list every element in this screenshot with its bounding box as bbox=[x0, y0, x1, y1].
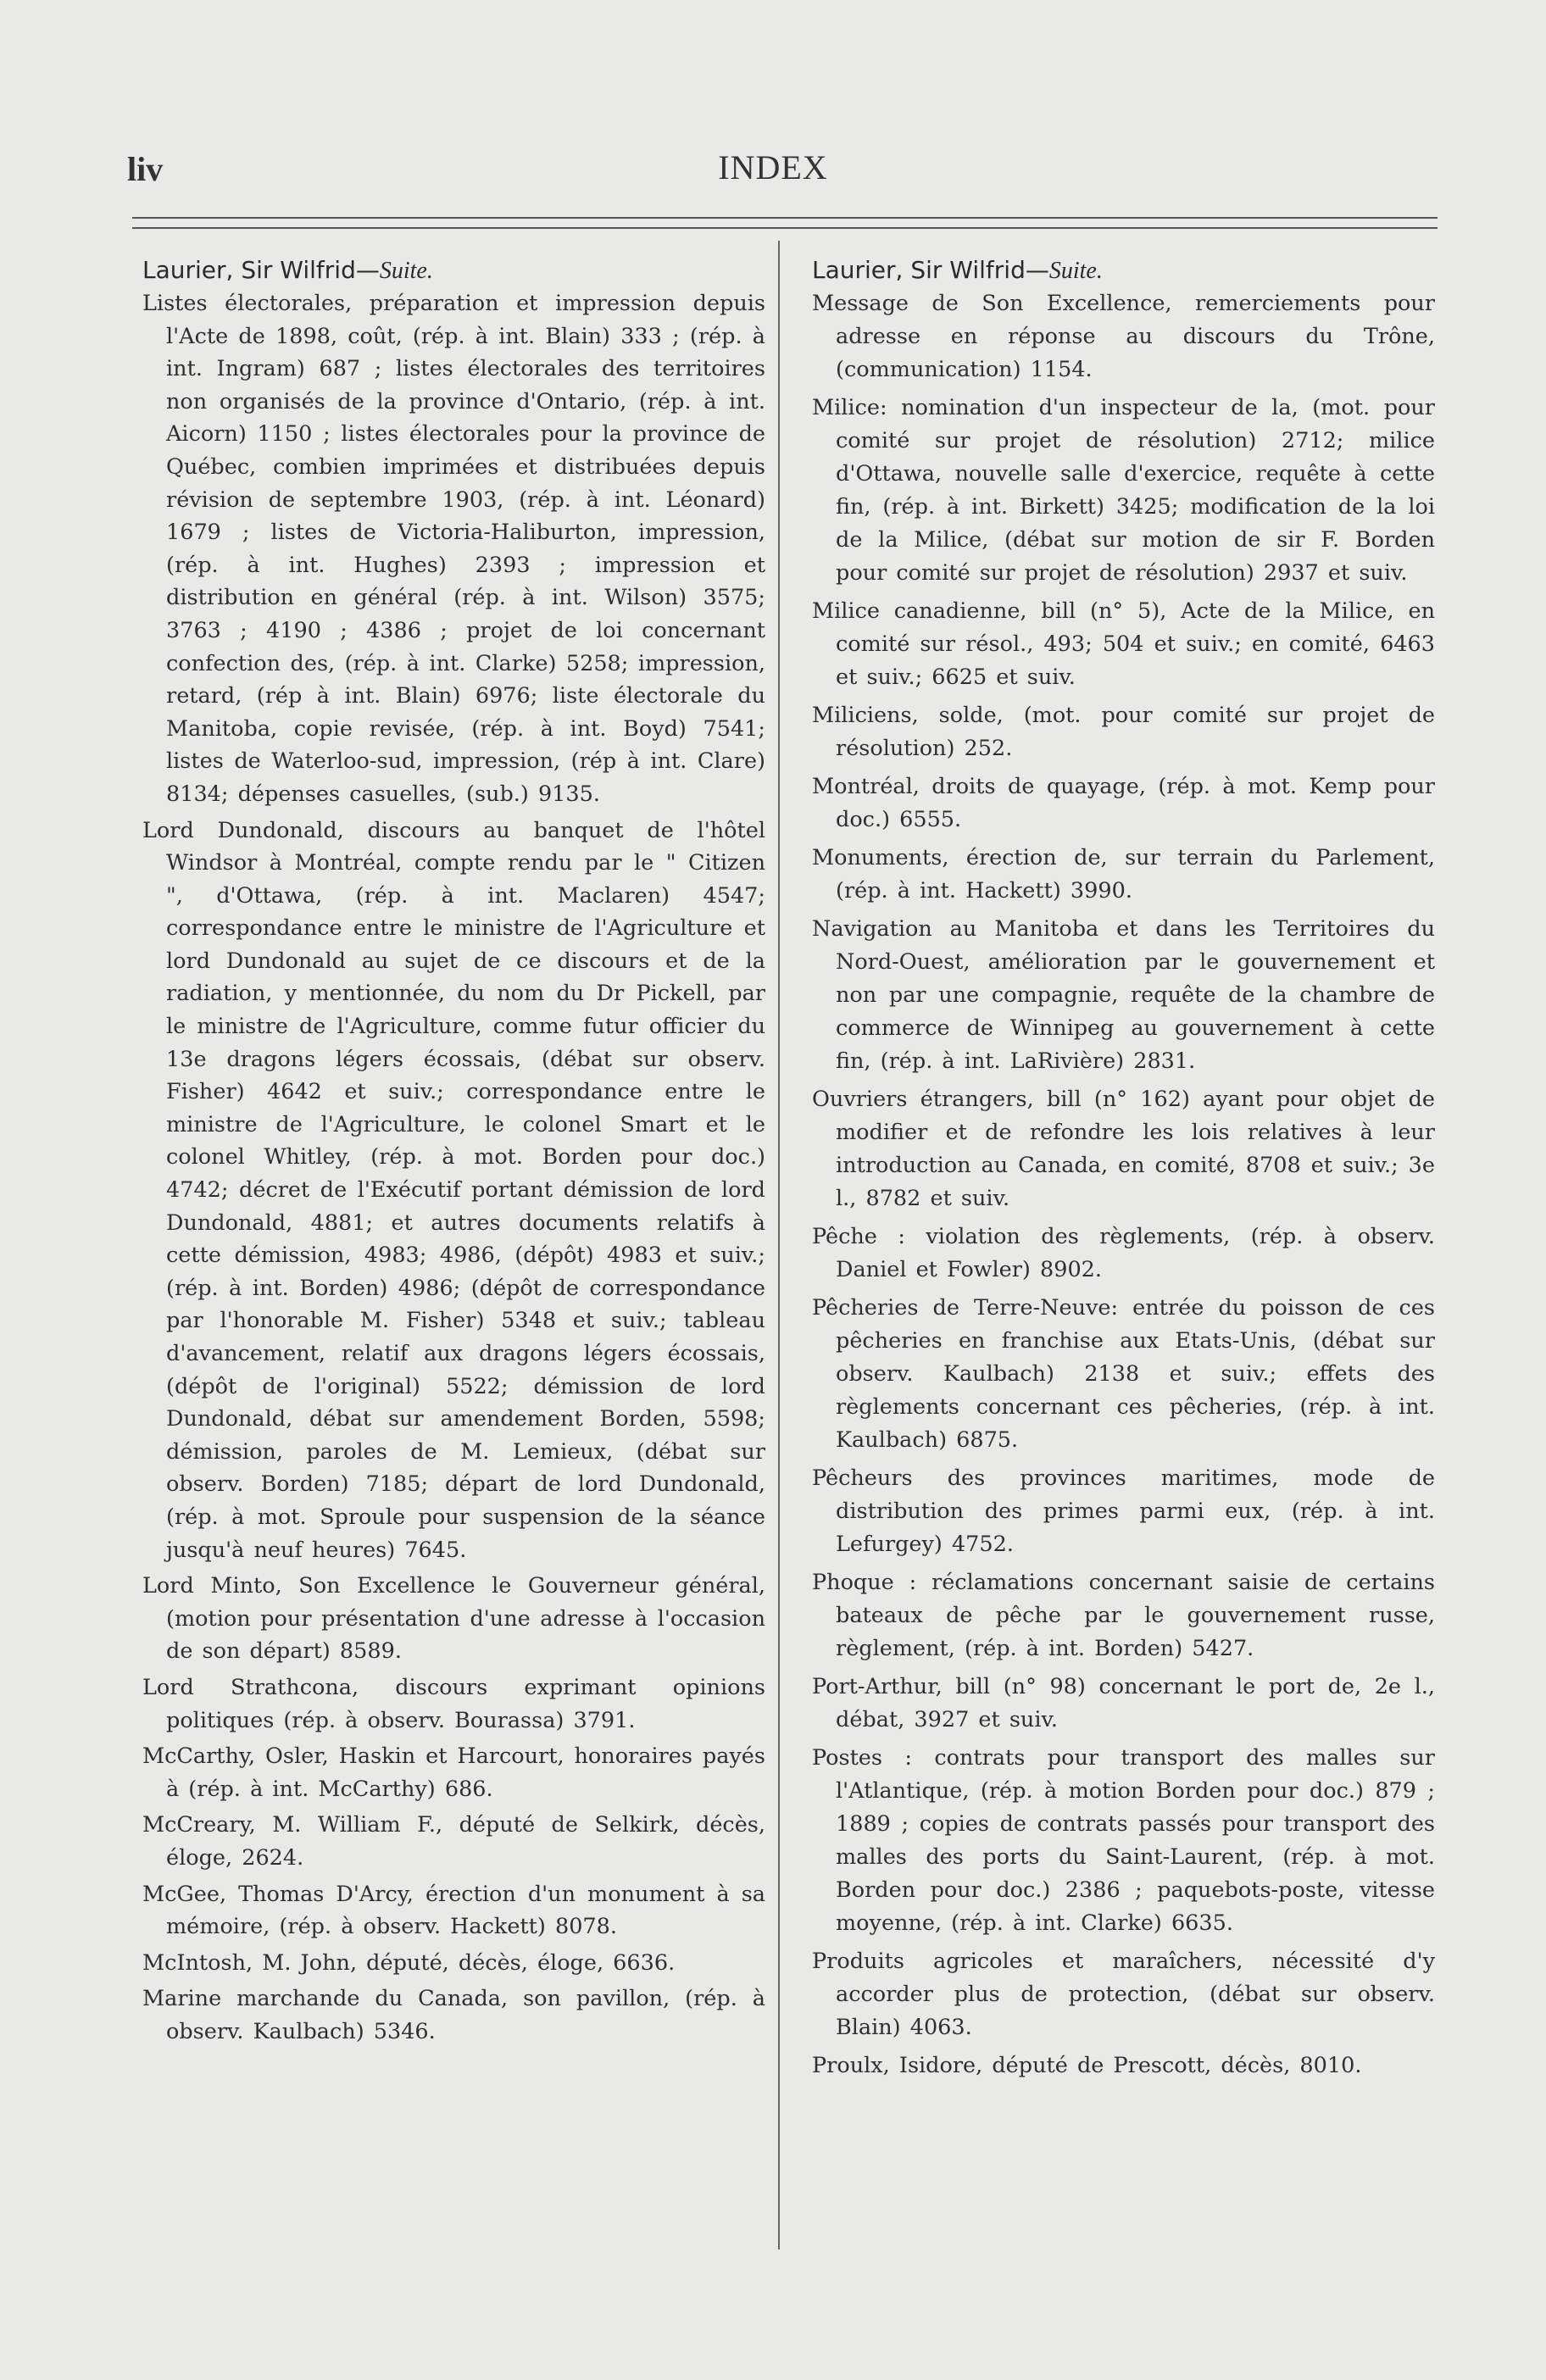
index-entry: Lord Strathcona, discours exprimant opinions politiques (rép. à observ. Bourassa) 3791. bbox=[142, 1674, 765, 1733]
index-entry: Listes électorales, préparation et impression depuis l'Acte de 1898, coût, (rép. à int. Blain) 333 ; (rép. à int. Ingram) 687 ; listes électorales des territoires non organisés de la province d'Ontario, (rép. à int. Aicorn) 1150 ; listes électorales pour la province de Québec, combien imprimées et distribuées depuis révision de septembre 1903, (rép. à int. Léonard) 1679 ; listes de Victoria-Haliburton, impression, (rép. à int. Hughes) 2393 ; impression et distribution en général (rép. à int. Wilson) 3575; 3763 ; 4190 ; 4386 ; projet de loi concernant confection des, (rép. à int. Clarke) 5258; impression, retard, (rép à int. Blain) 6976; liste électorale du Manitoba, copie revisée, (rép. à int. Boyd) 7541; listes de Waterloo-sud, impression, (rép à int. Clare) 8134; dépenses casuelles, (sub.) 9135. bbox=[142, 291, 765, 807]
header-rule-top bbox=[132, 217, 1438, 219]
index-entry: Navigation au Manitoba et dans les Territoires du Nord-Ouest, amélioration par le gouvernement et non par une compagnie, requête de la chambre de commerce de Winnipeg au gouvernement à cette fin, (rép. à int. LaRivière) 2831. bbox=[812, 916, 1435, 1074]
heading-name: Laurier, Sir Wilfrid— bbox=[812, 256, 1049, 284]
index-entry: Postes : contrats pour transport des malles sur l'Atlantique, (rép. à motion Borden pour doc.) 879 ; 1889 ; copies de contrats passés pour transport des malles des ports du Saint-Laurent, (rép. à mot. Borden pour doc.) 2386 ; paquebots-poste, vitesse moyenne, (rép. à int. Clarke) 6635. bbox=[812, 1745, 1435, 1936]
heading-suite: Suite. bbox=[379, 258, 433, 284]
index-entry: Message de Son Excellence, remerciements pour adresse en réponse au discours du Trône, (communication) 1154. bbox=[812, 291, 1435, 382]
index-entry: McGee, Thomas D'Arcy, érection d'un monument à sa mémoire, (rép. à observ. Hackett) 8078. bbox=[142, 1881, 765, 1940]
index-entry: Miliciens, solde, (mot. pour comité sur projet de résolution) 252. bbox=[812, 703, 1435, 761]
index-entry: Pêche : violation des règlements, (rép. à observ. Daniel et Fowler) 8902. bbox=[812, 1224, 1435, 1282]
index-entry: Montréal, droits de quayage, (rép. à mot. Kemp pour doc.) 6555. bbox=[812, 774, 1435, 832]
index-entry: Monuments, érection de, sur terrain du Parlement, (rép. à int. Hackett) 3990. bbox=[812, 845, 1435, 904]
index-entry: Ouvriers étrangers, bill (n° 162) ayant pour objet de modifier et de refondre les lois relatives à leur introduction au Canada, en comité, 8708 et suiv.; 3e l., 8782 et suiv. bbox=[812, 1087, 1435, 1211]
index-entry: Marine marchande du Canada, son pavillon, (rép. à observ. Kaulbach) 5346. bbox=[142, 1986, 765, 2044]
index-entry: Pêcheurs des provinces maritimes, mode de distribution des primes parmi eux, (rép. à int. Lefurgey) 4752. bbox=[812, 1465, 1435, 1557]
right-column bbox=[812, 254, 1435, 2088]
page-title: INDEX bbox=[718, 148, 828, 186]
index-entry: Pêcheries de Terre-Neuve: entrée du poisson de ces pêcheries en franchise aux Etats-Unis, (débat sur observ. Kaulbach) 2138 et suiv.; effets des règlements concernant ces pêcheries, (rép. à int. Kaulbach) 6875. bbox=[812, 1295, 1435, 1453]
header-rule-bottom bbox=[132, 227, 1438, 229]
column-heading bbox=[142, 254, 765, 287]
index-entry: Phoque : réclamations concernant saisie de certains bateaux de pêche par le gouvernement russe, règlement, (rép. à int. Borden) 5427. bbox=[812, 1570, 1435, 1661]
index-entry: Lord Minto, Son Excellence le Gouverneur général, (motion pour présentation d'une adresse à l'occasion de son départ) 8589. bbox=[142, 1573, 765, 1665]
index-entry: Port-Arthur, bill (n° 98) concernant le port de, 2e l., débat, 3927 et suiv. bbox=[812, 1674, 1435, 1732]
index-entry: Lord Dundonald, discours au banquet de l'hôtel Windsor à Montréal, compte rendu par le " Citizen ", d'Ottawa, (rép. à int. Maclaren) 4547; correspondance entre le ministre de l'Agriculture et lord Dundonald au sujet de ce discours et de la radiation, y mentionnée, du nom du Dr Pickell, par le ministre de l'Agriculture, comme futur officier du 13e dragons légers écossais, (débat sur observ. Fisher) 4642 et suiv.; correspondance entre le ministre de l'Agriculture, le colonel Smart et le colonel Whitley, (rép. à mot. Borden pour doc.) 4742; décret de l'Exécutif portant démission de lord Dundonald, 4881; et autres documents relatifs à cette démission, 4983; 4986, (dépôt) 4983 et suiv.; (rép. à int. Borden) 4986; (dépôt de correspondance par l'honorable M. Fisher) 5348 et suiv.; tableau d'avancement, relatif aux dragons légers écossais, (dépôt de l'original) 5522; démission de lord Dundonald, débat sur amendement Borden, 5598; démission, paroles de M. Lemieux, (débat sur observ. Borden) 7185; départ de lord Dundonald, (rép. à mot. Sproule pour suspension de la séance jusqu'à neuf heures) 7645. bbox=[142, 817, 765, 1563]
heading-name: Laurier, Sir Wilfrid— bbox=[142, 256, 380, 284]
index-entry: McCreary, M. William F., député de Selkirk, décès, éloge, 2624. bbox=[142, 1812, 765, 1871]
left-column bbox=[142, 254, 765, 2051]
index-entry: Produits agricoles et maraîchers, nécessité d'y accorder plus de protection, (débat sur observ. Blain) 4063. bbox=[812, 1949, 1435, 2040]
index-entry: Milice canadienne, bill (n° 5), Acte de la Milice, en comité sur résol., 493; 504 et suiv.; en comité, 6463 et suiv.; 6625 et suiv. bbox=[812, 598, 1435, 690]
heading-suite: Suite. bbox=[1048, 258, 1103, 284]
index-entry: Milice: nomination d'un inspecteur de la, (mot. pour comité sur projet de résolution) 2712; milice d'Ottawa, nouvelle salle d'exercice, requête à cette fin, (rép. à int. Birkett) 3425; modification de la loi de la Milice, (débat sur motion de sir F. Borden pour comité sur projet de résolution) 2937 et suiv. bbox=[812, 395, 1435, 586]
index-entry: McCarthy, Osler, Haskin et Harcourt, honoraires payés à (rép. à int. McCarthy) 686. bbox=[142, 1743, 765, 1802]
index-entry: Proulx, Isidore, député de Prescott, décès, 8010. bbox=[812, 2053, 1362, 2078]
column-divider bbox=[778, 241, 780, 2249]
index-entry: McIntosh, M. John, député, décès, éloge, 6636. bbox=[142, 1949, 676, 1976]
page-number: liv bbox=[127, 150, 164, 188]
column-heading bbox=[812, 254, 1435, 287]
